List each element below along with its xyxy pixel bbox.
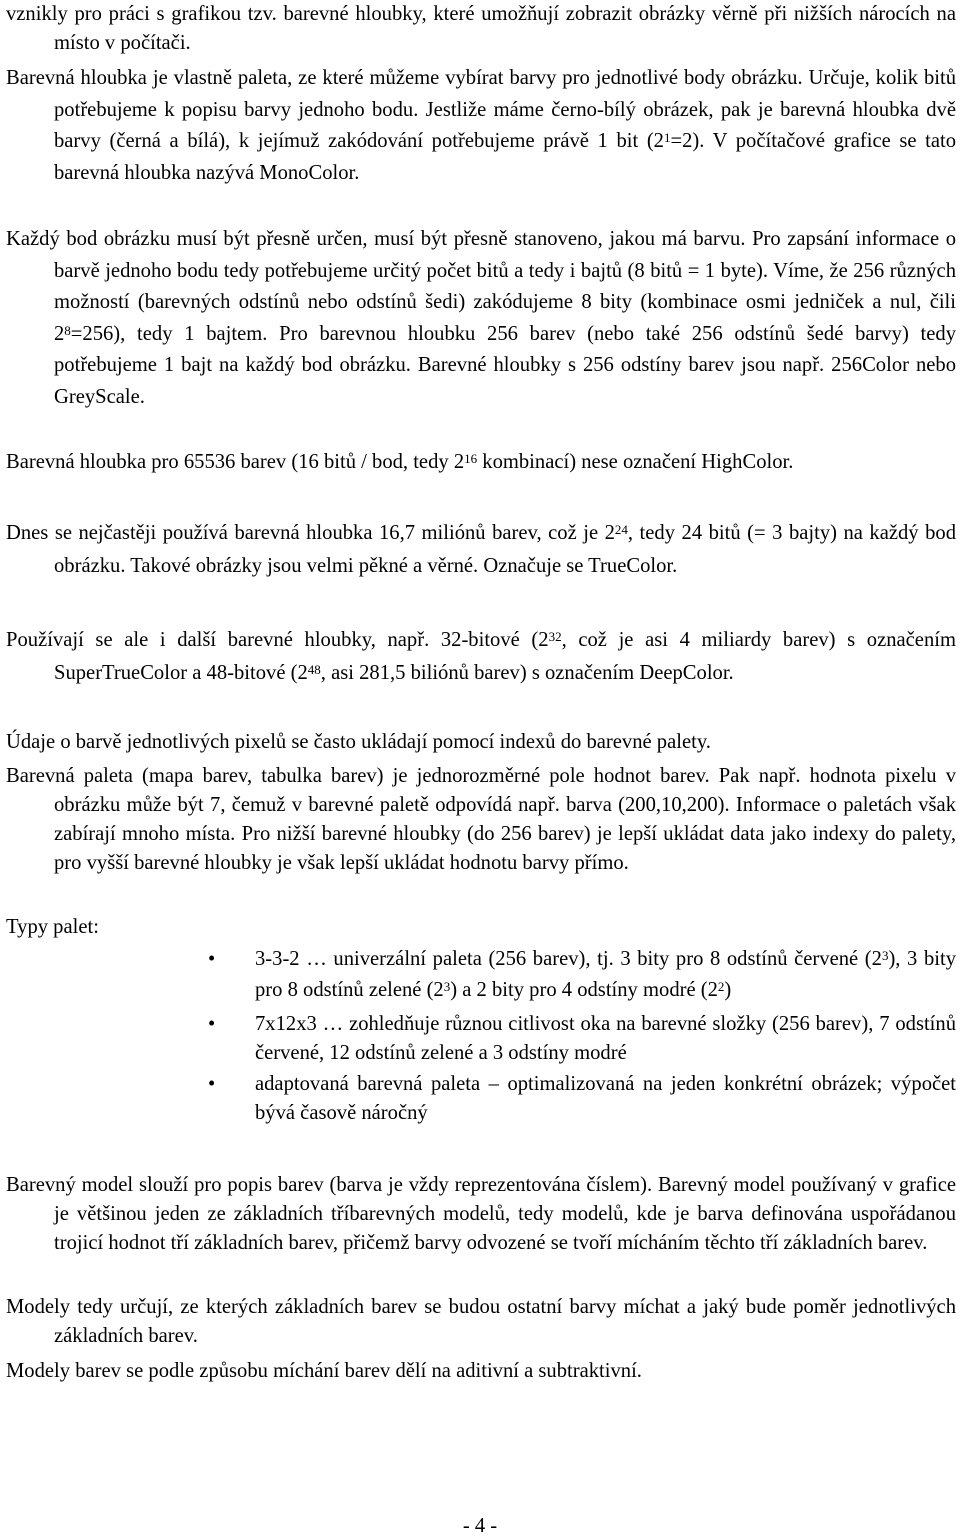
paragraph-models-define: [6, 1293, 956, 1351]
superscript: 3: [881, 948, 889, 963]
bullet-icon: •: [208, 1073, 216, 1095]
paragraph-text: Typy palet:: [6, 916, 99, 938]
superscript: 1: [663, 130, 671, 145]
list-item: [200, 944, 956, 1006]
paragraph-text: , což je asi 4 miliardy barev) s označením SuperTrueColor a 48-bitové (2: [54, 629, 956, 684]
list-item-text: ) a 2 bity pro 4 odstíny modré (2: [450, 979, 718, 1001]
paragraph-text: Barevná hloubka je vlastně paleta, ze které můžeme vybírat barvy pro jednotlivé body obrázku. Určuje, kolik bitů potřebujeme k popisu barvy jednoho bodu. Jestliže máme černo-bílý obrázek, pak je barevná hloubka dvě barvy (černá a bílá), k jejímuž zakódování potřebujeme právě 1 bit (2: [6, 67, 956, 152]
paragraph-color-model: [6, 1171, 956, 1258]
superscript: 3: [443, 979, 451, 994]
superscript: 48: [307, 661, 321, 677]
paragraph-truecolor: [6, 517, 956, 582]
page-number: - 4 -: [462, 1515, 498, 1537]
superscript: 2: [717, 979, 725, 994]
palette-types-list: [200, 944, 956, 1128]
paragraph-text: , tedy 24 bitů (= 3 bajty) na každý bod obrázku. Takové obrázky jsou velmi pěkné a věrné. Označuje se TrueColor.: [54, 522, 956, 577]
paragraph-intro-continuation: [6, 0, 956, 58]
superscript: 24: [614, 522, 628, 537]
paragraph-text: Barevná hloubka pro 65536 barev (16 bitů / bod, tedy 2: [6, 451, 465, 473]
list-item-text: ): [724, 979, 732, 1001]
superscript: 16: [464, 451, 478, 466]
paragraph-bits-per-pixel: [6, 224, 956, 413]
bullet-icon: •: [208, 948, 216, 970]
bullet-icon: •: [208, 1013, 216, 1035]
paragraph-other-depths: [6, 624, 956, 689]
paragraph-text: Modely tedy určují, ze kterých základních barev se budou ostatní barvy míchat a jaký bude poměr jednotlivých základních barev.: [6, 1296, 956, 1347]
paragraph-text: Modely barev se podle způsobu míchání barev dělí na aditivní a subtraktivní.: [6, 1360, 642, 1382]
paragraph-text: Používají se ale i další barevné hloubky, např. 32-bitové (2: [6, 629, 549, 651]
superscript: 32: [548, 629, 562, 644]
superscript: 8: [64, 322, 71, 338]
paragraph-color-depth: [6, 63, 956, 189]
paragraph-text: , asi 281,5 biliónů barev) s označením DeepColor.: [320, 661, 734, 684]
paragraph-text: Dnes se nejčastěji používá barevná hloubka 16,7 miliónů barev, což je 2: [6, 522, 615, 544]
list-item-text: ), 3 bity pro 8 odstínů zelené (2: [255, 948, 957, 1001]
paragraph-palette-indexes: [6, 728, 956, 757]
list-item-text: adaptovaná barevná paleta – optimalizovaná na jeden konkrétní obrázek; výpočet bývá časově náročný: [255, 1073, 956, 1124]
paragraph-text: Barevný model slouží pro popis barev (barva je vždy reprezentována číslem). Barevný model používaný v grafice je většinou jeden ze základních tříbarevných modelů, tedy modelů, kde je barva definována uspořádanou trojicí hodnot tří základních barev, přičemž barvy odvozené se tvoří mícháním těchto tří základních barev.: [6, 1174, 956, 1254]
list-item: [200, 1010, 956, 1068]
list-item-text: 3-3-2 … univerzální paleta (256 barev), tj. 3 bity pro 8 odstínů červené (2: [255, 948, 882, 970]
paragraph-palette-definition: [6, 762, 956, 878]
paragraph-text: Barevná paleta (mapa barev, tabulka barev) je jednorozměrné pole hodnot barev. Pak např. hodnota pixelu v obrázku může být 7, čemuž v barevné paletě odpovídá např. barva (200,10,200). Informace o paletách však zabírají mnoho místa. Pro nižší barevné hloubky (do 256 barev) je lepší ukládat data jako indexy do palety, pro vyšší barevné hloubky je však lepší ukládat hodnotu barvy přímo.: [6, 765, 956, 874]
paragraph-text: kombinací) nese označení HighColor.: [477, 451, 794, 473]
paragraph-text: =2). V počítačové grafice se tato barevná hloubka nazývá MonoColor.: [54, 130, 956, 184]
paragraph-text: =256), tedy 1 bajtem. Pro barevnou hloubku 256 barev (nebo také 256 odstínů šedé barvy) tedy potřebujeme 1 bajt na každý bod obrázku. Barevné hloubky s 256 odstíny barev jsou např. 256Color nebo GreyScale.: [54, 322, 956, 408]
paragraph-text: Každý bod obrázku musí být přesně určen, musí být přesně stanoveno, jakou má barvu. Pro zapsání informace o barvě jednoho bodu tedy potřebujeme určitý počet bitů a tedy i bajtů (8 bitů = 1 byte). Víme, že 256 různých možností (barevných odstínů nebo odstínů šedi) zakódujeme 8 bity (kombinace osmi jedniček a nul, čili 2: [6, 228, 956, 345]
list-item-text: 7x12x3 … zohledňuje různou citlivost oka na barevné složky (256 barev), 7 odstínů červené, 12 odstínů zelené a 3 odstíny modré: [255, 1013, 956, 1064]
list-item: [200, 1070, 956, 1128]
paragraph-palette-types-heading: [6, 913, 956, 942]
paragraph-text: Údaje o barvě jednotlivých pixelů se často ukládají pomocí indexů do barevné palety.: [6, 731, 711, 753]
paragraph-text: vznikly pro práci s grafikou tzv. barevné hloubky, které umožňují zobrazit obrázky věrně při nižších nárocích na místo v počítači.: [6, 3, 956, 54]
paragraph-additive-subtractive: [6, 1357, 956, 1386]
paragraph-highcolor: [6, 446, 956, 479]
